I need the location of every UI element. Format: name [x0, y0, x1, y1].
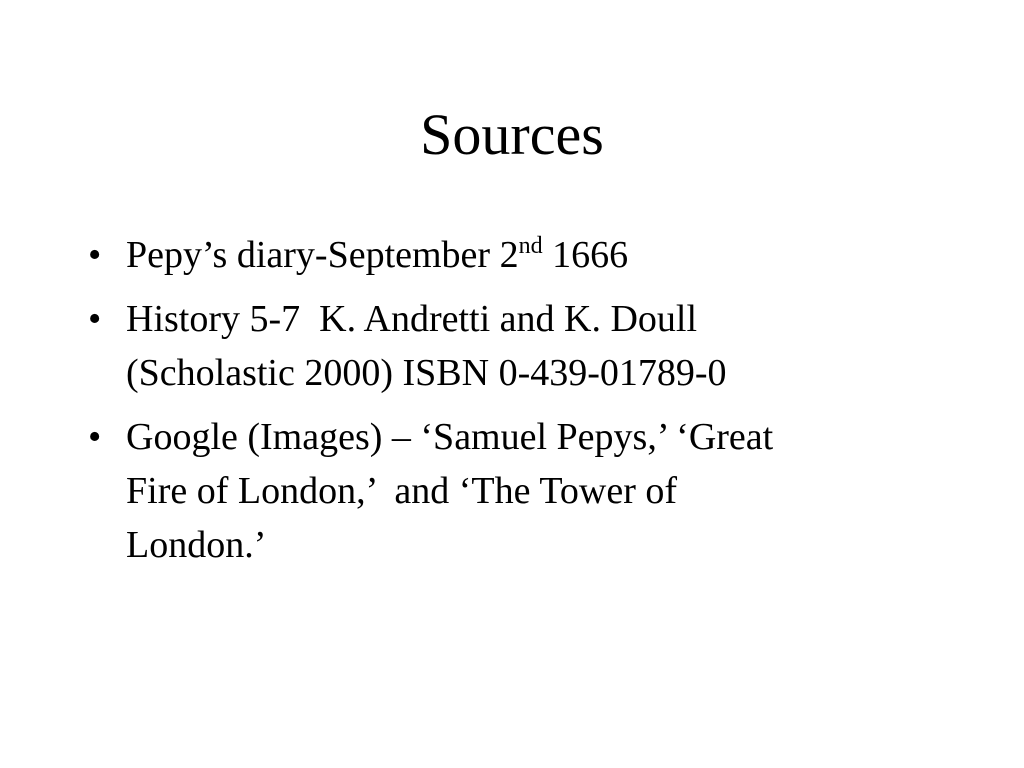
sources-list: [88, 228, 918, 582]
slide-title: Sources: [420, 102, 604, 167]
bullet-icon: •: [88, 416, 102, 458]
bullet-icon: •: [88, 234, 102, 276]
ordinal-suffix: nd: [518, 233, 543, 259]
list-item-text: (Scholastic 2000) ISBN 0-439-01789-0: [126, 352, 727, 394]
list-item-google-images: [88, 410, 918, 572]
text-segment: Pepy’s diary-September 2: [126, 234, 519, 276]
text-segment: 1666: [542, 234, 629, 276]
list-item-text: History 5-7 K. Andretti and K. Doull: [126, 298, 698, 340]
list-item-text: [126, 228, 918, 282]
bullet-icon: •: [88, 298, 102, 340]
list-item-text: London.’: [126, 524, 267, 566]
list-item-text: Google (Images) – ‘Samuel Pepys,’ ‘Great: [126, 416, 774, 458]
list-item-history-book: [88, 292, 918, 400]
list-item-text: Fire of London,’ and ‘The Tower of: [126, 470, 677, 512]
list-item-diary: [88, 228, 918, 282]
